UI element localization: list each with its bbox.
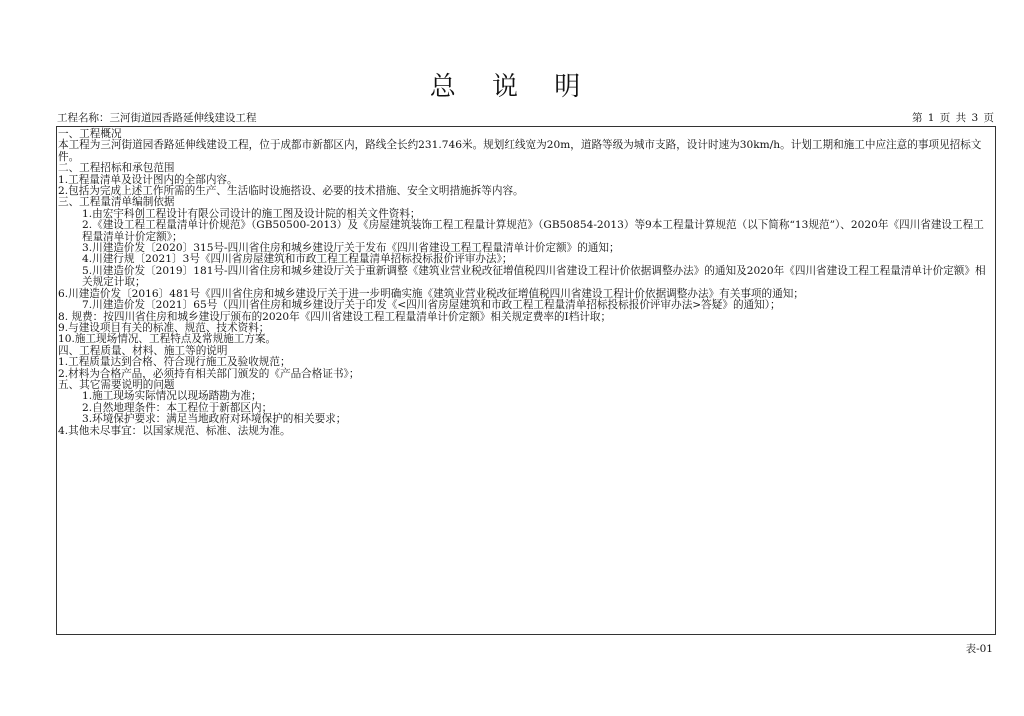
- other-item-2: 2.自然地理条件：本工程位于新都区内；: [82, 401, 273, 414]
- quality-item-2: 2.材料为合格产品，必须持有相关部门颁发的《产品合格证书》；: [58, 367, 360, 380]
- scope-item-2: 2.包括为完成上述工作所需的生产、生活临时设施搭设、必要的技术措施、安全文明措施拆等内容。: [58, 185, 524, 198]
- basis-item-1: 1.由宏宇科创工程设计有限公司设计的施工图及设计院的相关文件资料；: [82, 207, 421, 220]
- section-heading-quality: 四、工程质量、材料、施工等的说明: [58, 344, 228, 357]
- basis-item-8: 8. 规费：按四川省住房和城乡建设厅颁布的2020年《四川省建设工程工程量清单计价定额》相关规定费率的Ⅰ档计取；: [58, 310, 612, 323]
- page-number: 第 1 页 共 3 页: [911, 112, 995, 124]
- other-item-1: 1.施工现场实际情况以现场踏勘为准；: [82, 390, 262, 403]
- basis-item-7: 7.川建造价发〔2021〕65号（四川省住房和城乡建设厅关于印发《<四川省房屋建筑和市政工程工程量清单招标投标报价评审办法>答疑》的通知）；: [82, 299, 781, 312]
- project-name: 工程名称：三河街道园香路延伸线建设工程: [57, 112, 257, 124]
- section-heading-overview: 一、工程概况: [58, 128, 122, 140]
- table-header: [57, 111, 995, 125]
- page-title: 总 说 明: [429, 72, 595, 102]
- basis-item-6: 6.川建造价发〔2016〕481号《四川省住房和城乡建设厅关于进一步明确实施《建筑业营业税改征增值税四川省建设工程计价依据调整办法》有关事项的通知；: [58, 287, 804, 300]
- paragraph-overview: 本工程为三河街道园香路延伸线建设工程，位于成都市新都区内，路线全长约231.746米。规划红线宽为20m，道路等级为城市支路，设计时速为30km/h。计划工期和施工中应注意的事项见招标文件。: [58, 139, 982, 163]
- description-box: [56, 126, 996, 635]
- basis-item-5: 5.川建造价发〔2019〕181号-四川省住房和城乡建设厅关于重新调整《建筑业营业税改征增值税四川省建设工程计价依据调整办法》的通知及2020年《四川省建设工程工程量清单计价定额》相关规定计取；: [82, 264, 986, 289]
- basis-item-3: 3.川建造价发〔2020〕315号-四川省住房和城乡建设厅关于发布《四川省建设工程工程量清单计价定额》的通知；: [82, 242, 620, 255]
- other-item-3: 3.环境保护要求：满足当地政府对环境保护的相关要求；: [82, 413, 347, 426]
- scope-item-1: 1.工程量清单及设计图内的全部内容。: [58, 173, 238, 186]
- section-heading-scope: 二、工程招标和承包范围: [58, 162, 175, 175]
- other-item-4: 4.其他未尽事宜：以国家规范、标准、法规为准。: [58, 424, 291, 437]
- section-heading-other: 五、其它需要说明的问题: [58, 378, 175, 391]
- basis-item-4: 4.川建行规〔2021〕3号《四川省房屋建筑和市政工程工程量清单招标投标报价评审办法》；: [82, 253, 513, 266]
- quality-item-1: 1.工程质量达到合格、符合现行施工及验收规范；: [58, 356, 291, 369]
- basis-item-10: 10.施工现场情况、工程特点及常规施工方案。: [58, 333, 277, 346]
- basis-item-2: 2.《建设工程工程量清单计价规范》（GB50500-2013）及《房屋建筑装饰工程工程量计算规范》（GB50854-2013）等9本工程量计算规范（以下简称“13规范”）、2020年《四川省建设工程工程量清单计价定额》；: [82, 219, 984, 243]
- table-code: 表-01: [965, 643, 993, 655]
- section-heading-basis: 三、工程量清单编制依据: [58, 196, 175, 209]
- description-content: [58, 129, 993, 437]
- basis-item-9: 9.与建设项目有关的标准、规范、技术资料；: [58, 321, 270, 334]
